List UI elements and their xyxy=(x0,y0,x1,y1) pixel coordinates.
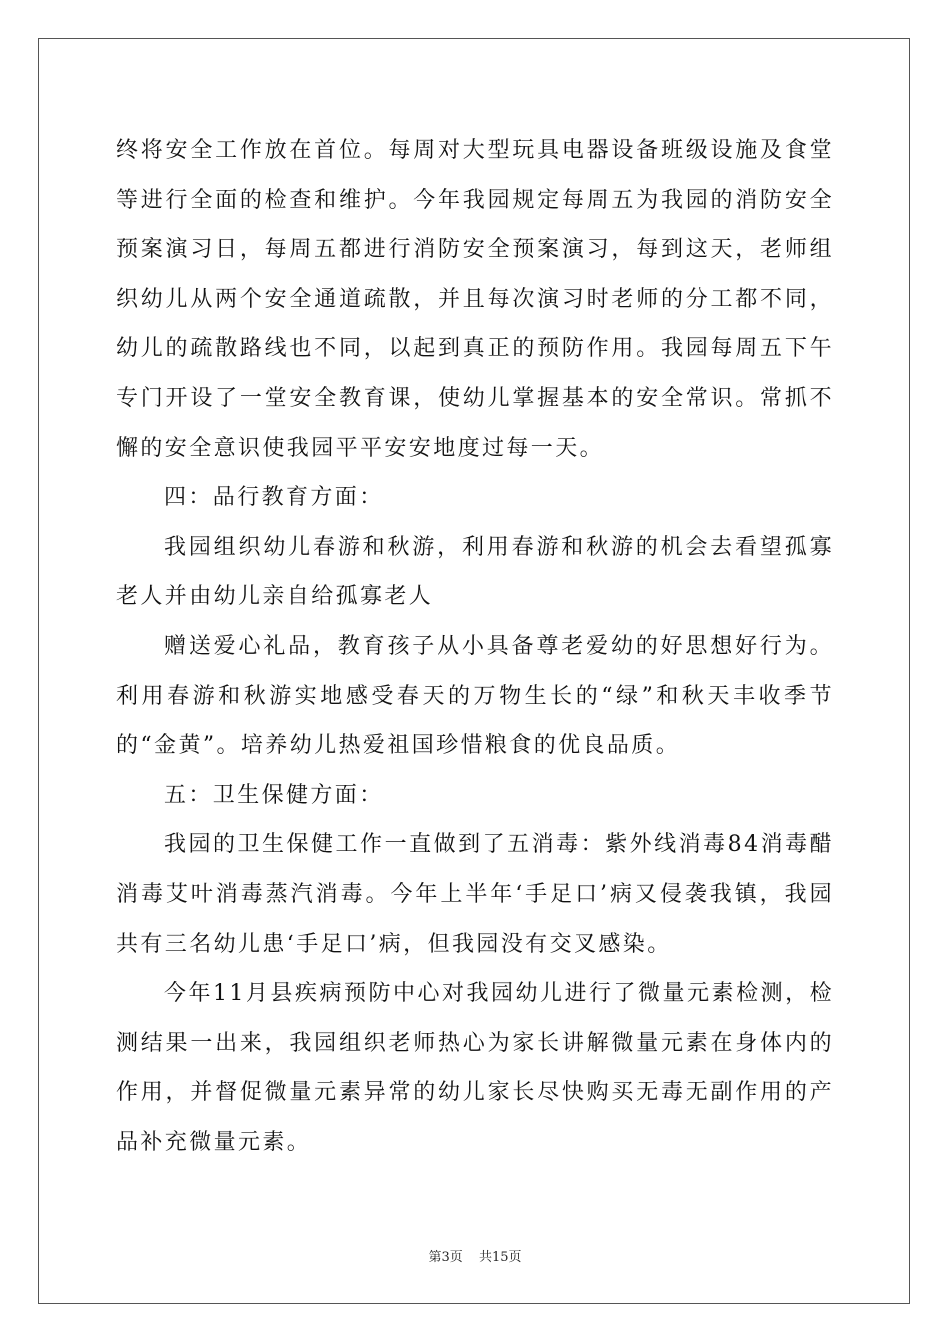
paragraph-safety-continued: 终将安全工作放在首位。每周对大型玩具电器设备班级设施及食堂等进行全面的检查和维护。今年我园规定每周五为我园的消防安全预案演习日，每周五都进行消防安全预案演习，每到这天，老师组织幼儿从两个安全通道疏散，并且每次演习时老师的分工都不同，幼儿的疏散路线也不同，以起到真正的预防作用。我园每周五下午专门开设了一堂安全教育课，使幼儿掌握基本的安全常识。常抓不懈的安全意识使我园平平安安地度过每一天。 xyxy=(116,138,834,461)
paragraph-disinfection: 我园的卫生保健工作一直做到了五消毒：紫外线消毒84消毒醋消毒艾叶消毒蒸汽消毒。今年上半年‘手足口’病又侵袭我镇，我园共有三名幼儿患‘手足口’病，但我园没有交叉感染。 xyxy=(116,832,834,957)
page-total: 共15页 xyxy=(478,1250,522,1265)
section-heading-health-care: 五：卫生保健方面： xyxy=(164,782,384,808)
page-footer xyxy=(0,1246,950,1265)
paragraph-spring-autumn-outing: 我园组织幼儿春游和秋游，利用春游和秋游的机会去看望孤寡老人并由幼儿亲自给孤寡老人 xyxy=(116,534,834,610)
paragraph-trace-element-test: 今年11月县疾病预防中心对我园幼儿进行了微量元素检测，检测结果一出来，我园组织老师热心为家长讲解微量元素在身体内的作用，并督促微量元素异常的幼儿家长尽快购买无毒无副作用的产品补充微量元素。 xyxy=(116,981,834,1155)
page-number: 第3页 xyxy=(428,1250,463,1265)
paragraph-gifts-and-values: 赠送爱心礼品，教育孩子从小具备尊老爱幼的好思想好行为。利用春游和秋游实地感受春天的万物生长的“绿”和秋天丰收季节的“金黄”。培养幼儿热爱祖国珍惜粮食的优良品质。 xyxy=(116,633,834,759)
document-body xyxy=(116,126,834,1167)
section-heading-conduct-education: 四：品行教育方面： xyxy=(164,485,384,511)
